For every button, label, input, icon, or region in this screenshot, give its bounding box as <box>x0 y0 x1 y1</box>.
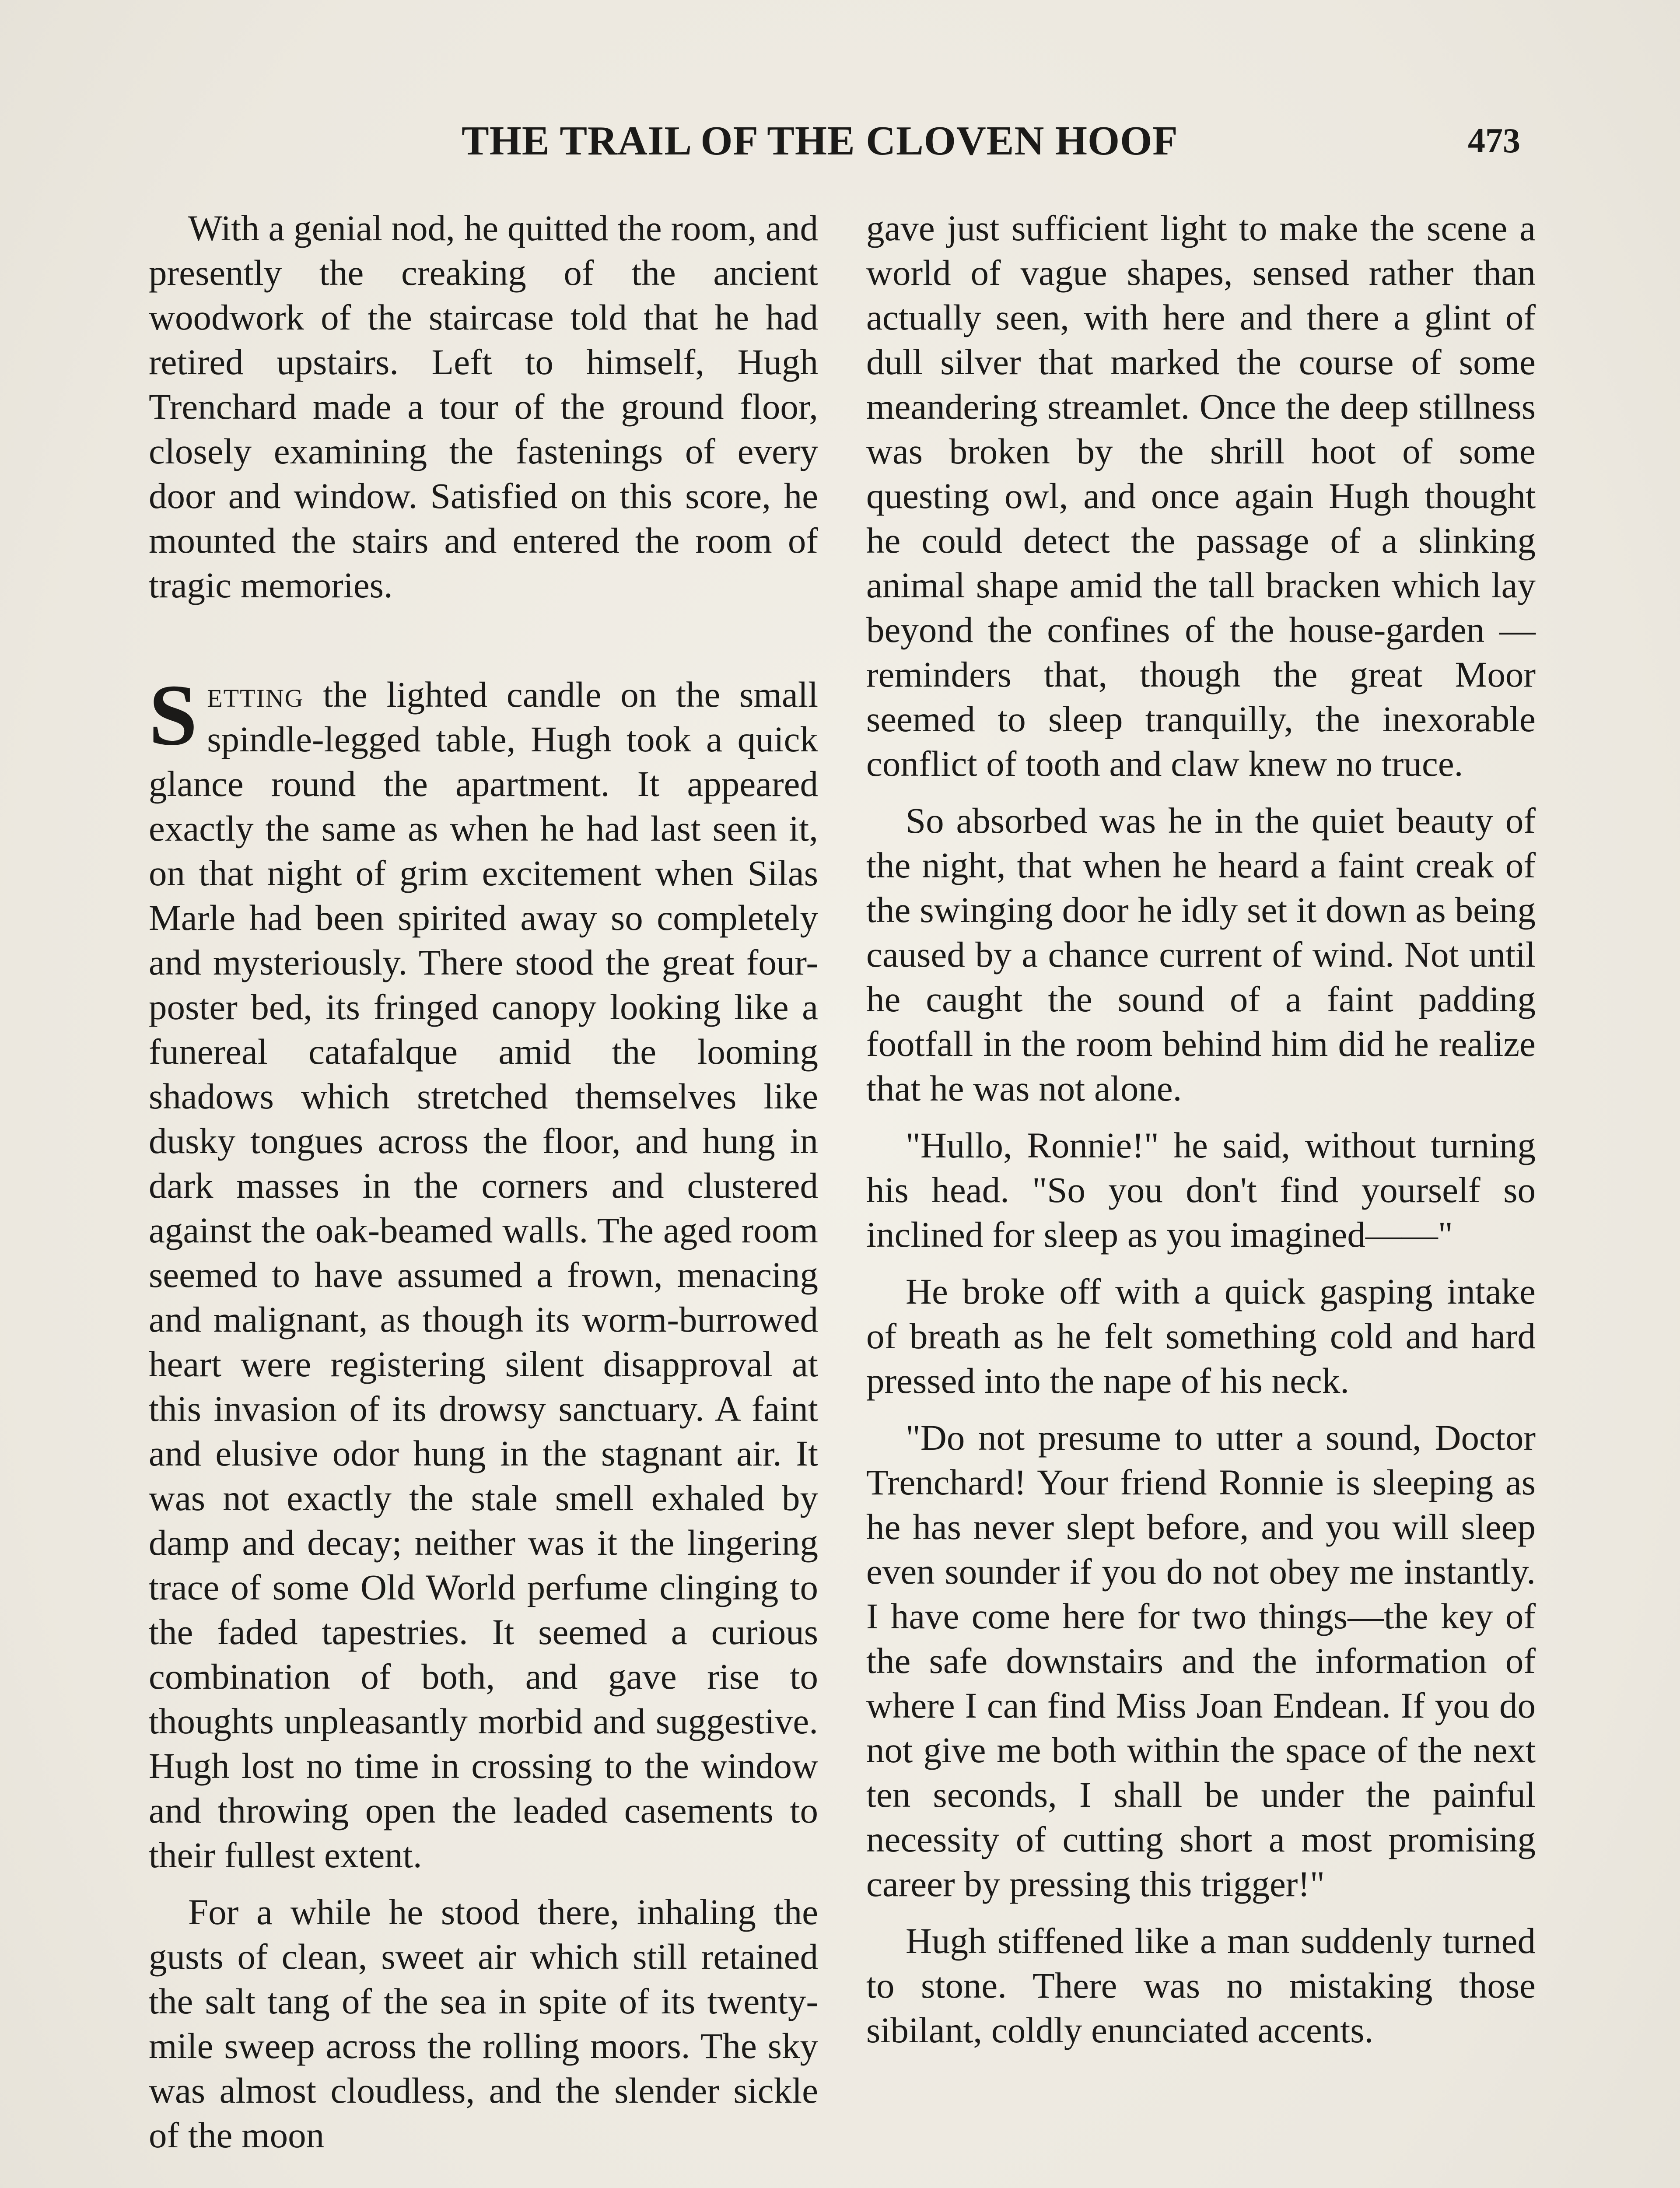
drop-cap: S <box>149 667 198 764</box>
paragraph-right-6: Hugh stiffened like a man suddenly turned to stone. There was no mistaking those sibilant, coldly enunciated accents. <box>866 1921 1536 2050</box>
paragraph-right-4: He broke off with a quick gasping intake of breath as he felt something cold and hard pressed into the nape of his neck. <box>866 1271 1536 1401</box>
paragraph-right-2: So absorbed was he in the quiet beauty of the night, that when he heard a faint creak of the swinging door he idly set it down as being caused by a chance current of wind. Not until he caught the sound of a faint padding footfall in the room behind him did he realize that he was not alone. <box>866 800 1536 1108</box>
left-column <box>149 206 818 2170</box>
paragraph-left-2 <box>149 667 818 1877</box>
paragraph-left-3: For a while he stood there, inhaling the gusts of clean, sweet air which still retained the salt tang of the sea in spite of its twenty-mile sweep across the rolling moors. The sky was almost cloudless, and the slender sickle of the moon <box>149 1892 818 2155</box>
section-break <box>149 620 818 672</box>
paragraph-right-5: "Do not presume to utter a sound, Doctor Trenchard! Your friend Ronnie is sleeping as he has never slept before, and you will sleep even sounder if you do not obey me instantly. I have come here for two things—the key of the safe downstairs and the information of where I can find Miss Joan Endean. If you do not give me both within the space of the next ten seconds, I shall be under the painful necessity of cutting short a most promising career by pressing this trigger!" <box>866 1417 1536 1904</box>
paragraph-left-2-text: the lighted candle on the small spindle-legged table, Hugh took a quick glance round the apartment. It appeared exactly the same as when he had last seen it, on that night of grim excitement when Silas Marle had been spirited away so completely and mysteriously. There stood the great four-poster bed, its fringed canopy looking like a funereal catafalque amid the looming shadows which stretched themselves like dusky tongues across the floor, and hung in dark masses in the corners and clustered against the oak-beamed walls. The aged room seemed to have assumed a frown, menacing and malignant, as though its worm-burrowed heart were registering silent disapproval at this invasion of its drowsy sanctuary. A faint and elusive odor hung in the stagnant air. It was not exactly the stale smell exhaled by damp and decay; neither was it the lingering trace of some Old World perfume clinging to the faded tapestries. It seemed a curious combination of both, and gave rise to thoughts unpleasantly morbid and suggestive. Hugh lost no time in crossing to the window and throwing open the leaded casements to their fullest extent. <box>149 674 818 1875</box>
page-header <box>0 115 1680 167</box>
small-caps-opening: etting <box>207 674 304 715</box>
page-number: 473 <box>1468 122 1520 160</box>
paragraph-right-1: gave just sufficient light to make the scene a world of vague shapes, sensed rather than actually seen, with here and there a glint of dull silver that marked the course of some meandering streamlet. Once the deep stillness was broken by the shrill hoot of some questing owl, and once again Hugh thought he could detect the passage of a slinking animal shape amid the tall bracken which lay beyond the confines of the house-garden —reminders that, though the great Moor seemed to sleep tranquilly, the inexorable conflict of tooth and claw knew no truce. <box>866 208 1536 784</box>
paragraph-left-1: With a genial nod, he quitted the room, and presently the creaking of the ancient woodwork of the staircase told that he had retired upstairs. Left to himself, Hugh Trenchard made a tour of the ground floor, closely examining the fastenings of every door and window. Satisfied on this score, he mounted the stairs and entered the room of tragic memories. <box>149 208 818 605</box>
right-column <box>866 206 1536 2065</box>
running-title: THE TRAIL OF THE CLOVEN HOOF <box>462 118 1178 164</box>
paragraph-right-3: "Hullo, Ronnie!" he said, without turning his head. "So you don't find yourself so inclined for sleep as you imagined——" <box>866 1125 1536 1255</box>
